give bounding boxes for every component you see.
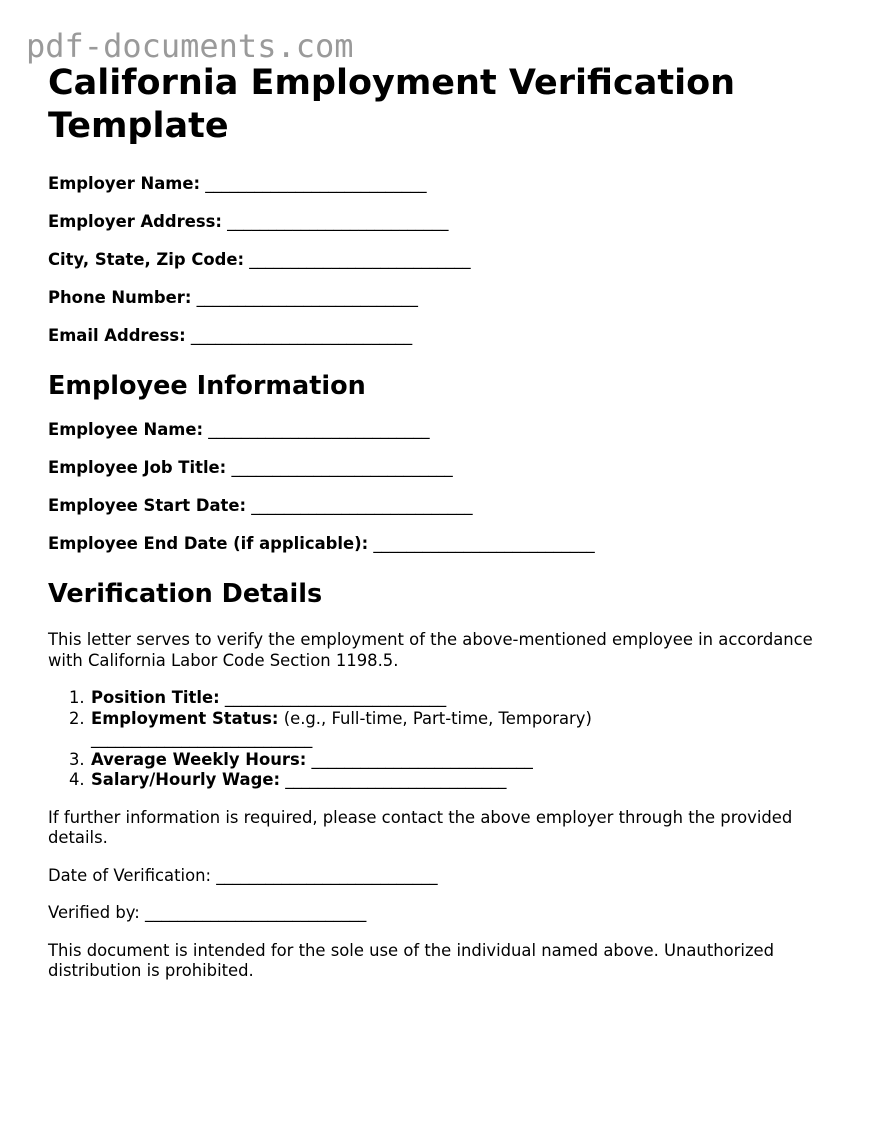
date-of-verification-field [48, 866, 838, 887]
item-label: Salary/Hourly Wage: [91, 770, 280, 789]
field-blank[interactable]: ___________________________ [190, 326, 413, 345]
city-state-zip-field [48, 250, 838, 270]
item-label: Employment Status: [91, 708, 279, 728]
field-label: Email Address: [48, 326, 186, 345]
field-blank[interactable]: ___________________________ [373, 534, 595, 553]
field-label: Employer Address: [48, 212, 222, 231]
item-text: (e.g., Full-time, Part-time, Temporary) [283, 708, 592, 728]
field-blank[interactable]: ___________________________ [227, 212, 449, 231]
verified-by-field [48, 903, 838, 924]
employee-start-date-field [48, 496, 838, 516]
list-item-position-title [48, 688, 838, 709]
list-item-average-weekly-hours [48, 750, 838, 771]
document-title: California Employment Verification Template [48, 63, 736, 146]
field-label: Verified by: [48, 903, 140, 922]
watermark: pdf-documents.com [26, 27, 354, 65]
field-label: Employee Start Date: [48, 496, 247, 515]
employee-info-heading: Employee Information [48, 371, 366, 401]
verification-items-list [48, 688, 838, 791]
field-label: Employee End Date (if applicable): [48, 534, 369, 553]
document-page [48, 62, 838, 982]
item-blank[interactable]: ___________________________ [91, 729, 313, 748]
further-info-text: If further information is required, please contact the above employer through the provided details. [48, 807, 793, 847]
field-label: Employer Name: [48, 174, 201, 193]
list-number: 1. [69, 688, 85, 707]
item-blank[interactable]: ___________________________ [224, 688, 447, 707]
field-blank[interactable]: ___________________________ [208, 420, 430, 439]
employee-end-date-field [48, 534, 838, 554]
field-blank[interactable]: ___________________________ [205, 174, 427, 193]
field-blank[interactable]: ___________________________ [145, 903, 367, 922]
field-label: Employee Job Title: [48, 458, 227, 477]
employer-info-section [48, 174, 838, 346]
item-blank[interactable]: ___________________________ [311, 749, 533, 769]
employee-name-field [48, 420, 838, 440]
field-label: City, State, Zip Code: [48, 250, 245, 269]
item-label: Position Title: [91, 688, 220, 707]
verification-details-heading: Verification Details [48, 579, 323, 609]
item-blank[interactable]: ___________________________ [285, 770, 507, 789]
list-number: 4. [69, 770, 85, 789]
field-blank[interactable]: ___________________________ [251, 496, 473, 515]
field-label: Employee Name: [48, 420, 204, 439]
list-number: 3. [69, 749, 85, 769]
email-address-field [48, 326, 838, 346]
field-label: Phone Number: [48, 288, 192, 307]
field-blank[interactable]: ___________________________ [249, 250, 471, 269]
verification-intro-text: This letter serves to verify the employment of the above-mentioned employee in accordance with California Labor Code Section 1198.5. [48, 630, 813, 670]
employee-info-section [48, 420, 838, 554]
item-label: Average Weekly Hours: [91, 749, 307, 769]
field-blank[interactable]: ___________________________ [216, 865, 438, 885]
employer-name-field [48, 174, 838, 194]
phone-number-field [48, 288, 838, 308]
employee-job-title-field [48, 458, 838, 478]
list-number: 2. [69, 708, 85, 728]
field-label: Date of Verification: [48, 865, 212, 885]
list-item-salary-hourly-wage [48, 770, 838, 791]
disclaimer-text: This document is intended for the sole use of the individual named above. Unauthorized distribution is prohibited. [48, 940, 775, 980]
list-item-employment-status [48, 709, 838, 750]
field-blank[interactable]: ___________________________ [231, 458, 453, 477]
employer-address-field [48, 212, 838, 232]
field-blank[interactable]: ___________________________ [196, 288, 418, 307]
